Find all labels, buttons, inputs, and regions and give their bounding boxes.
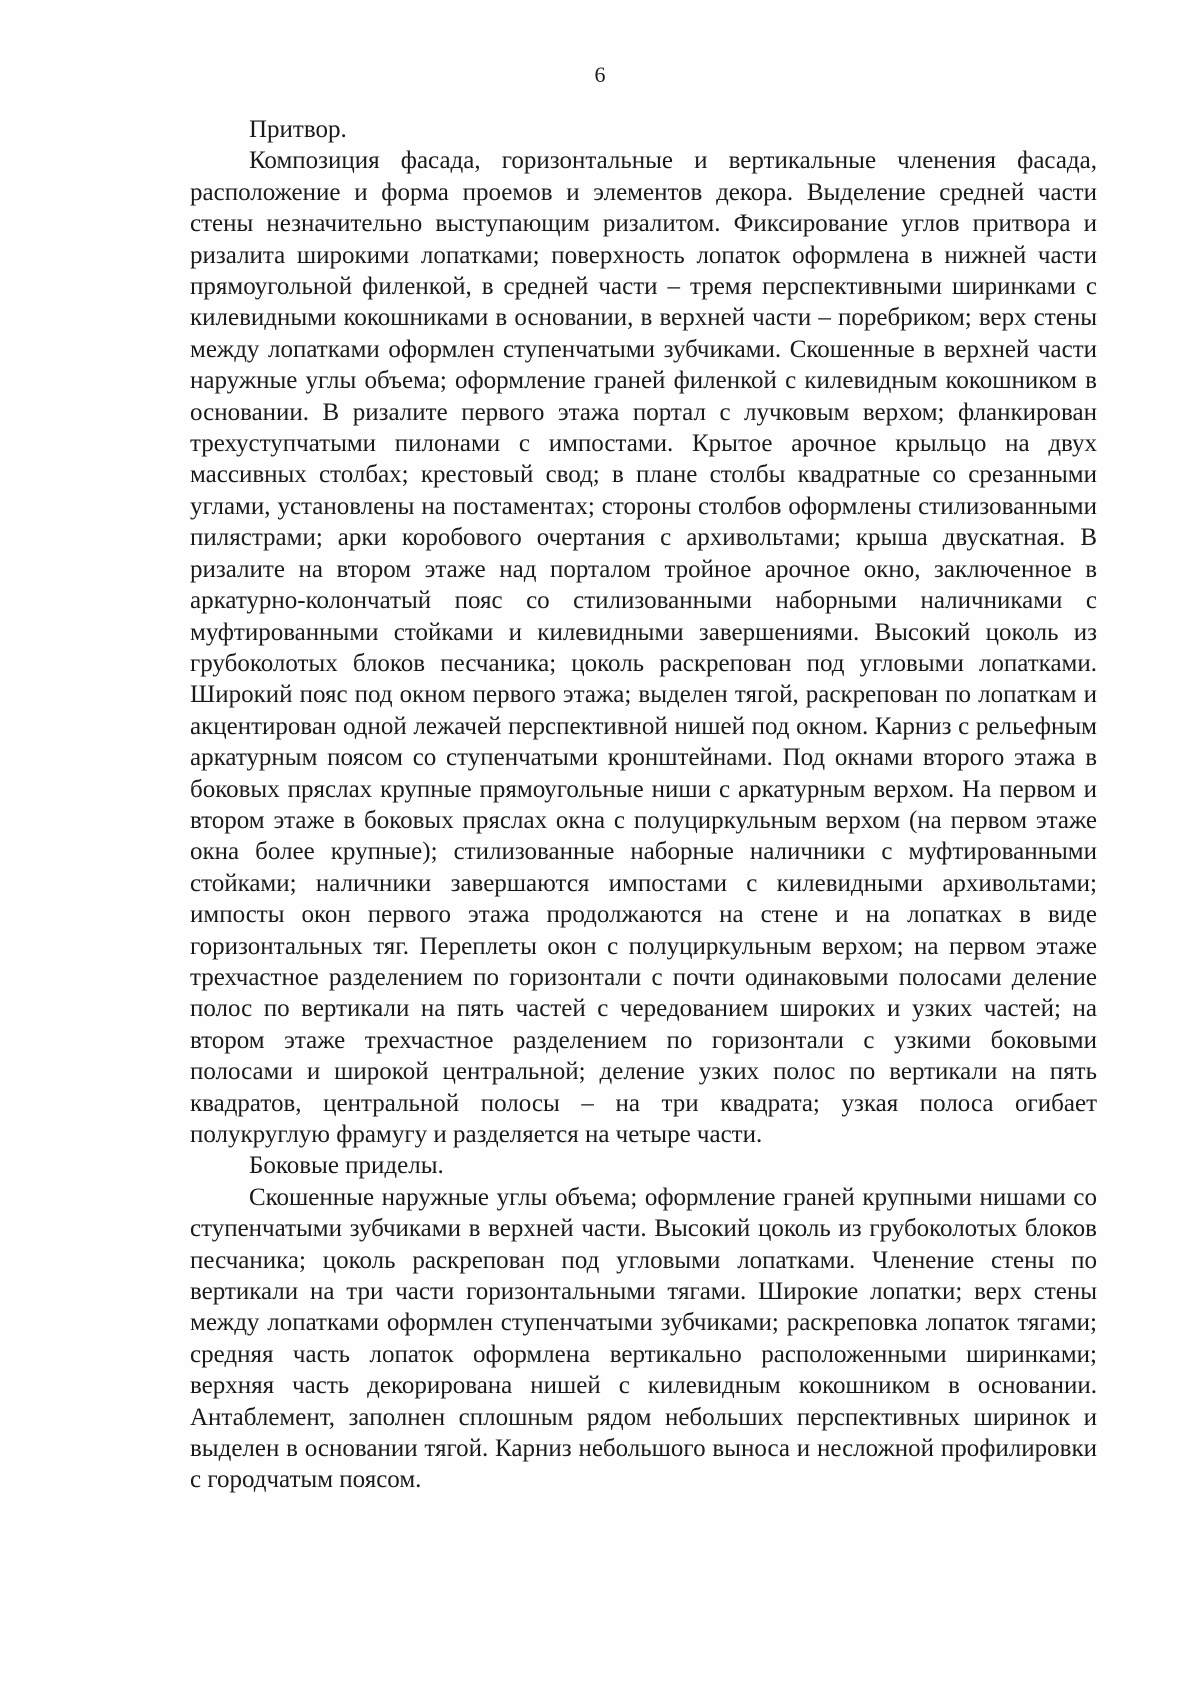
paragraph-pritvor-description: Композиция фасада, горизонтальные и вертикальные членения фасада, расположение и форма проемов и элементов декора. Выделение средней части стены незначительно выступающим ризалитом. Фиксирование углов притвора и ризалита широкими лопатками; поверхность лопаток оформлена в нижней части прямоугольной филенкой, в средней части – тремя перспективными ширинками с килевидными кокошниками в основании, в верхней части – поребриком; верх стены между лопатками оформлен ступенчатыми зубчиками. Скошенные в верхней части наружные углы объема; оформление граней филенкой с килевидным кокошником в основании. В ризалите первого этажа портал с лучковым верхом; фланкирован трехуступчатыми пилонами с импостами. Крытое арочное крыльцо на двух массивных столбах; крестовый свод; в плане столбы квадратные со срезанными углами, установлены на постаментах; стороны столбов оформлены стилизованными пилястрами; арки коробового очертания с архивольтами; крыша двускатная. В ризалите на втором этаже над порталом тройное арочное окно, заключенное в аркатурно-колончатый пояс со стилизованными наборными наличниками с муфтированными стойками и килевидными завершениями. Высокий цоколь из грубоколотых блоков песчаника; цоколь раскрепован под угловыми лопатками. Широкий пояс под окном первого этажа; выделен тягой, раскрепован по лопаткам и акцентирован одной лежачей перспективной нишей под окном. Карниз с рельефным аркатурным поясом со ступенчатыми кронштейнами. Под окнами второго этажа в боковых пряслах крупные прямоугольные ниши с аркатурным верхом. На первом и втором этаже в боковых пряслах окна с полуциркульным верхом (на первом этаже окна более крупные); стилизованные наборные наличники с муфтированными стойками; наличники завершаются импостами с килевидными архивольтами; импосты окон первого этажа продолжаются на стене и на лопатках в виде горизонтальных тяг. Переплеты окон с полуциркульным верхом; на первом этаже трехчастное разделением по горизонтали с почти одинаковыми полосами деление полос по вертикали на пять частей с чередованием широких и узких частей; на втором этаже трехчастное разделением по горизонтали с узкими боковыми полосами и широкой центральной; деление узких полос по вертикали на пять квадратов, центральной полосы – на три квадрата; узкая полоса огибает полукруглую фрамугу и разделяется на четыре части. xyxy=(190,147,1097,1148)
page-number: 6 xyxy=(594,62,606,87)
section-heading-bokovye-pridely: Боковые приделы. xyxy=(249,1152,444,1180)
section-heading-pritvor: Притвор. xyxy=(249,116,347,143)
paragraph-bokovye-pridely-description: Скошенные наружные углы объема; оформление граней крупными нишами со ступенчатыми зубчиками в верхней части. Высокий цоколь из грубоколотых блоков песчаника; цоколь раскрепован под угловыми лопатками. Членение стены по вертикали на три части горизонтальными тягами. Широкие лопатки; верх стены между лопатками оформлен ступенчатыми зубчиками; раскреповка лопаток тягами; средняя часть лопаток оформлена вертикально расположенными ширинками; верхняя часть декорирована нишей с килевидным кокошником в основании. Антаблемент, заполнен сплошным рядом небольших перспективных ширинок и выделен в основании тягой. Карниз небольшого выноса и несложной профилировки с городчатым поясом. xyxy=(190,1183,1097,1494)
document-body xyxy=(190,114,1097,1496)
